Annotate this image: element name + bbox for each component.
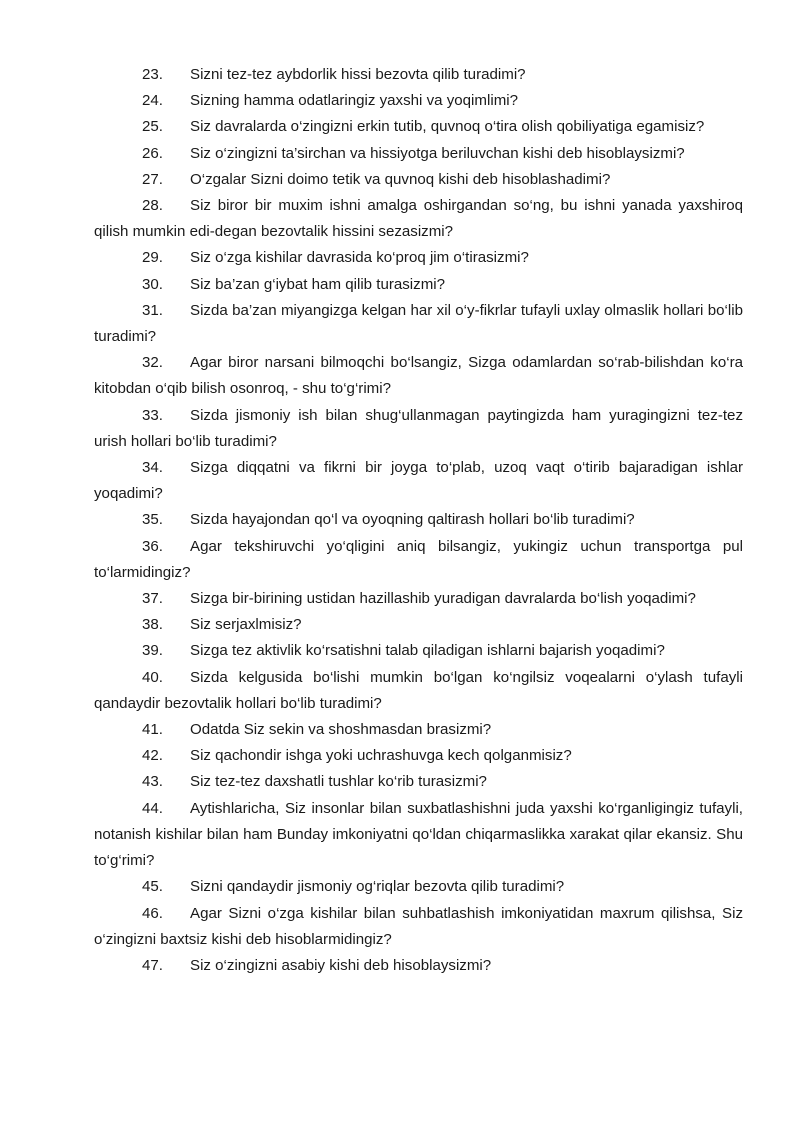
- question-item: [94, 193, 743, 245]
- question-text: Agar Sizni o‘zga kishilar bilan suhbatlashish imkoniyatidan maxrum qilishsa, Siz o‘zingizni baxtsiz kishi deb hisoblarmidingiz?: [94, 904, 743, 948]
- question-item: [94, 350, 743, 402]
- question-text: Siz serjaxlmisiz?: [190, 616, 302, 634]
- question-item: [94, 141, 743, 167]
- question-text: Siz biror bir muxim ishni amalga oshirgandan so‘ng, bu ishni yanada yaxshiroq qilish mumkin edi-degan bezovtalik hissini sezasizmi?: [94, 197, 743, 241]
- question-item: [94, 743, 743, 769]
- question-item: [94, 114, 743, 140]
- question-text: Sizda jismoniy ish bilan shug‘ullanmagan paytingizda ham yuragingizni tez-tez urish hollari bo‘lib turadimi?: [94, 406, 743, 450]
- question-number: 44.: [142, 799, 163, 817]
- question-text: Sizni qandaydir jismoniy og‘riqlar bezovta qilib turadimi?: [190, 878, 565, 896]
- question-number: 34.: [142, 459, 163, 477]
- question-item: [94, 901, 743, 953]
- question-item: [94, 298, 743, 350]
- question-item: [94, 245, 743, 271]
- question-text: Sizga bir-birining ustidan hazillashib yuradigan davralarda bo‘lish yoqadimi?: [190, 590, 696, 608]
- question-text: Siz davralarda o‘zingizni erkin tutib, quvnoq o‘tira olish qobiliyatiga egamisiz?: [190, 118, 705, 136]
- question-item: [94, 507, 743, 533]
- question-number: 27.: [142, 170, 163, 188]
- question-item: [94, 612, 743, 638]
- question-number: 33.: [142, 406, 163, 424]
- question-text: Sizga diqqatni va fikrni bir joyga to‘plab, uzoq vaqt o‘tirib bajaradigan ishlar yoqadimi?: [94, 459, 743, 503]
- question-number: 37.: [142, 590, 163, 608]
- question-item: [94, 796, 743, 875]
- question-number: 43.: [142, 773, 163, 791]
- question-number: 36.: [142, 537, 163, 555]
- question-number: 32.: [142, 354, 163, 372]
- question-text: Agar biror narsani bilmoqchi bo‘lsangiz, Sizga odamlardan so‘rab-bilishdan ko‘ra kitobdan o‘qib bilish osonroq, - shu to‘g‘rimi?: [94, 354, 743, 398]
- question-number: 29.: [142, 249, 163, 267]
- question-text: Siz ba’zan g‘iybat ham qilib turasizmi?: [190, 275, 446, 293]
- question-number: 35.: [142, 511, 163, 529]
- question-text: Aytishlaricha, Siz insonlar bilan suxbatlashishni juda yaxshi ko‘rganligingiz tufayli, notanish kishilar bilan ham Bunday imkoniyatni qo‘ldan chiqarmaslikka xarakat qilar ekansiz. Shu to‘g‘rimi?: [94, 799, 743, 870]
- question-number: 28.: [142, 197, 163, 215]
- question-number: 40.: [142, 668, 163, 686]
- question-text: Sizda ba’zan miyangizga kelgan har xil o‘y-fikrlar tufayli uxlay olmaslik hollari bo‘lib turadimi?: [94, 301, 743, 346]
- question-number: 45.: [142, 878, 163, 896]
- question-number: 41.: [142, 721, 163, 739]
- question-number: 25.: [142, 118, 163, 136]
- question-item: [94, 874, 743, 900]
- question-number: 23.: [142, 66, 163, 83]
- question-text: Sizda kelgusida bo‘lishi mumkin bo‘lgan ko‘ngilsiz voqealarni o‘ylash tufayli qandaydir bezovtalik hollari bo‘lib turadimi?: [94, 668, 743, 712]
- question-number: 38.: [142, 616, 163, 634]
- question-number: 42.: [142, 747, 163, 765]
- question-text: Sizga tez aktivlik ko‘rsatishni talab qiladigan ishlarni bajarish yoqadimi?: [190, 642, 665, 660]
- question-number: 24.: [142, 92, 163, 110]
- question-number: 26.: [142, 144, 163, 162]
- question-item: [94, 665, 743, 717]
- question-text: Siz o‘zga kishilar davrasida ko‘proq jim o‘tirasizmi?: [190, 249, 529, 267]
- question-text: Odatda Siz sekin va shoshmasdan brasizmi?: [190, 721, 492, 739]
- question-text: Agar tekshiruvchi yo‘qligini aniq bilsangiz, yukingiz uchun transportga pul to‘larmidingiz?: [94, 537, 743, 581]
- question-text: Sizni tez-tez aybdorlik hissi bezovta qilib turadimi?: [190, 66, 526, 83]
- question-text: Siz qachondir ishga yoki uchrashuvga kech qolganmisiz?: [190, 747, 572, 765]
- question-item: [94, 455, 743, 507]
- question-text: Siz o‘zingizni ta’sirchan va hissiyotga beriluvchan kishi deb hisoblaysizmi?: [190, 144, 685, 162]
- question-item: [94, 953, 743, 979]
- question-number: 47.: [142, 956, 163, 974]
- question-item: [94, 769, 743, 795]
- question-item: [94, 586, 743, 612]
- question-item: [94, 403, 743, 455]
- question-number: 30.: [142, 275, 163, 293]
- question-text: Sizda hayajondan qo‘l va oyoqning qaltirash hollari bo‘lib turadimi?: [190, 511, 635, 529]
- question-number: 46.: [142, 904, 163, 922]
- question-text: O‘zgalar Sizni doimo tetik va quvnoq kishi deb hisoblashadimi?: [190, 170, 611, 188]
- question-item: [94, 88, 743, 114]
- question-number: 31.: [142, 301, 163, 319]
- question-item: [94, 272, 743, 298]
- question-item: [94, 62, 743, 88]
- question-number: 39.: [142, 642, 163, 660]
- question-item: [94, 534, 743, 586]
- question-item: [94, 638, 743, 664]
- question-text: Siz o‘zingizni asabiy kishi deb hisoblaysizmi?: [190, 956, 492, 974]
- question-item: [94, 167, 743, 193]
- question-item: [94, 717, 743, 743]
- question-text: Siz tez-tez daxshatli tushlar ko‘rib turasizmi?: [190, 773, 487, 791]
- question-text: Sizning hamma odatlaringiz yaxshi va yoqimlimi?: [190, 92, 519, 110]
- questionnaire-page: [94, 62, 743, 979]
